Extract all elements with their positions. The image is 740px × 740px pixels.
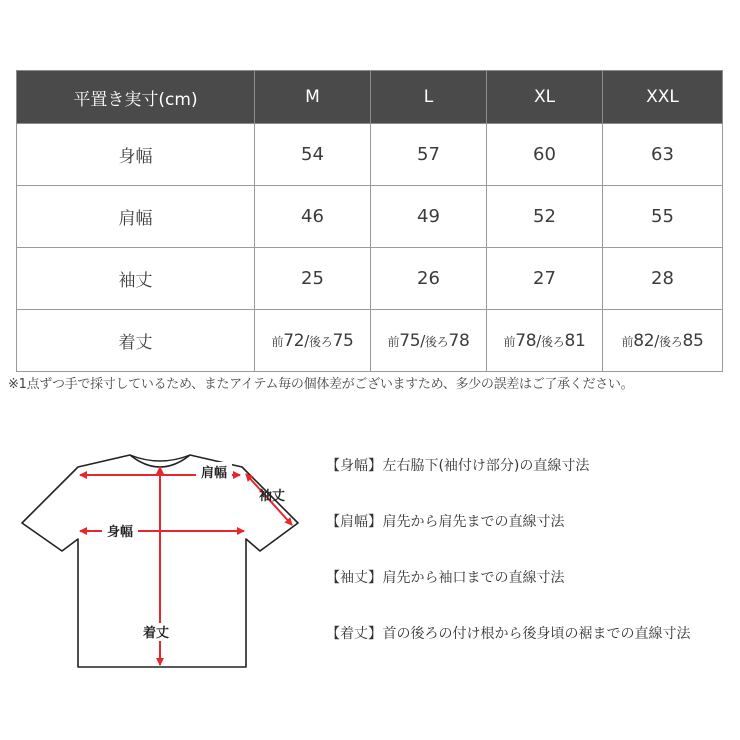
size-table [16, 70, 723, 372]
shoulder-width-label: 肩幅 [200, 466, 228, 481]
size-header: L [371, 71, 487, 124]
size-header: XXL [603, 71, 723, 124]
tshirt-diagram [20, 445, 310, 675]
definition-text: 肩先から袖口までの直線寸法 [382, 570, 565, 586]
length-cell: 前78/後ろ81 [487, 310, 603, 372]
definition-term: 【袖丈】 [326, 570, 382, 586]
size-header: XL [487, 71, 603, 124]
length-cell: 前82/後ろ85 [603, 310, 723, 372]
row-label: 肩幅 [17, 186, 255, 248]
definition-item [326, 567, 564, 587]
definition-text: 左右脇下(袖付け部分)の直線寸法 [382, 458, 590, 474]
row-label: 着丈 [17, 310, 255, 372]
table-cell: 26 [371, 248, 487, 310]
definition-item [326, 511, 564, 531]
table-cell: 46 [255, 186, 371, 248]
length-cell: 前75/後ろ78 [371, 310, 487, 372]
size-header: M [255, 71, 371, 124]
table-cell: 55 [603, 186, 723, 248]
table-cell: 60 [487, 124, 603, 186]
table-cell: 52 [487, 186, 603, 248]
sleeve-length-label: 袖丈 [258, 489, 286, 504]
table-row [17, 186, 723, 248]
table-cell: 27 [487, 248, 603, 310]
table-cell: 63 [603, 124, 723, 186]
table-row [17, 310, 723, 372]
length-label: 着丈 [142, 626, 170, 641]
definition-text: 肩先から肩先までの直線寸法 [382, 514, 565, 530]
table-header-row [17, 71, 723, 124]
definition-term: 【着丈】 [326, 626, 382, 642]
definition-item [326, 623, 690, 643]
definition-term: 【肩幅】 [326, 514, 382, 530]
definition-text: 首の後ろの付け根から後身頃の裾までの直線寸法 [382, 626, 691, 642]
table-row [17, 248, 723, 310]
table-cell: 54 [255, 124, 371, 186]
table-row [17, 124, 723, 186]
definition-term: 【身幅】 [326, 458, 382, 474]
table-cell: 28 [603, 248, 723, 310]
length-cell: 前72/後ろ75 [255, 310, 371, 372]
row-label: 袖丈 [17, 248, 255, 310]
collar-line [130, 455, 190, 461]
header-label: 平置き実寸(cm) [17, 71, 255, 124]
definition-item [326, 455, 589, 475]
table-cell: 57 [371, 124, 487, 186]
row-label: 身幅 [17, 124, 255, 186]
measurement-note: ※1点ずつ手で採寸しているため、またアイテム毎の個体差がございますため、多少の誤差はご了承ください。 [8, 377, 634, 392]
table-cell: 49 [371, 186, 487, 248]
body-width-label: 身幅 [106, 525, 134, 540]
table-cell: 25 [255, 248, 371, 310]
